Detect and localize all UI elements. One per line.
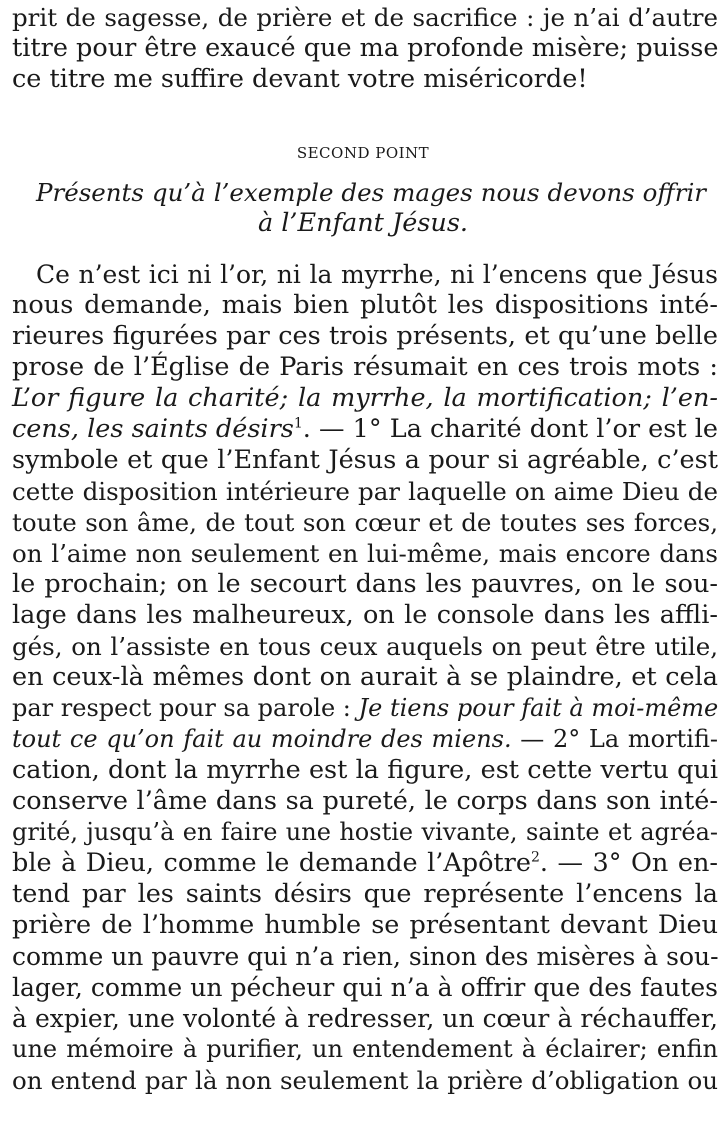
body-line-8: cette disposition intérieure par laquelle on aime Dieu de: [12, 477, 718, 506]
subtitle-line-2: à l’Enfant Jésus.: [257, 208, 469, 238]
body-line-10: on l’aime non seulement en lui-même, mais encore dans: [12, 539, 718, 568]
body-line-20-start: ble à Dieu, comme le demande l’Apôtre: [12, 848, 531, 878]
body-line-17: cation, dont la myrrhe est la figure, est cette vertu qui: [12, 755, 718, 785]
body-line-14: en ceux-là mêmes dont on aurait à se plaindre, et cela: [12, 662, 718, 692]
body-line-6-rest: . — 1° La charité dont l’or est le: [302, 414, 718, 444]
body-line-20-rest: . — 3° On en-: [539, 848, 718, 878]
intro-line-2: titre pour être exaucé que ma profonde misère; puisse: [12, 33, 719, 63]
body-line-25: à expier, une volonté à redresser, un cœur à réchauffer,: [12, 1004, 718, 1033]
body-line-24: lager, comme un pécheur qui n’a à offrir que des fautes: [12, 973, 718, 1002]
body-line-6: [12, 414, 718, 445]
section-heading: SECOND POINT: [296, 144, 430, 162]
body-line-16: [12, 724, 718, 755]
body-line-12: lage dans les malheureux, on le console dans les affli-: [12, 600, 718, 630]
body-line-18: conserve l’âme dans sa pureté, le corps dans son inté-: [12, 786, 718, 816]
body-line-26: une mémoire à purifier, un entendement à éclairer; enfin: [12, 1035, 718, 1063]
body-line-4: prose de l’Église de Paris résumait en ces trois mots :: [12, 352, 718, 382]
body-line-2: nous demande, mais bien plutôt les dispositions inté-: [12, 290, 718, 320]
body-line-20: [12, 848, 718, 879]
subtitle-line-1: Présents qu’à l’exemple des mages nous devons offrir: [36, 178, 706, 207]
footnote-marker-1: 1: [293, 415, 303, 432]
quote-text: tout ce qu’on fait au moindre des miens.: [12, 725, 512, 753]
body-line-1: Ce n’est ici ni l’or, ni la myrrhe, ni l’encens que Jésus: [36, 260, 718, 289]
body-line-11: le prochain; on le secourt dans les pauvres, on le sou-: [12, 569, 718, 599]
body-line-9: toute son âme, de tout son cœur et de toutes ses forces,: [12, 508, 718, 537]
body-line-13: gés, on l’assiste en tous ceux auquels on peut être utile,: [12, 632, 718, 661]
intro-line-3: ce titre me suffire devant votre miséricorde!: [12, 64, 588, 94]
body-line-5: L’or figure la charité; la myrrhe, la mortification; l’en-: [12, 383, 718, 413]
body-line-27: on entend par là non seulement la prière d’obligation ou: [12, 1066, 718, 1095]
body-line-21: tend par les saints désirs que représente l’encens la: [12, 879, 718, 909]
body-line-23: comme un pauvre qui n’a rien, sinon des misères à sou-: [12, 942, 719, 971]
body-line-16-rest: — 2° La mortifi-: [511, 725, 718, 753]
body-line-15-start: par respect pour sa parole :: [12, 694, 359, 722]
intro-line-1: prit de sagesse, de prière et de sacrifice : je n’ai d’autre: [12, 3, 718, 32]
body-line-15: [12, 693, 718, 724]
body-line-19: grité, jusqu’à en faire une hostie vivante, sainte et agréa-: [12, 818, 718, 846]
quote-text: Je tiens pour fait à moi-même: [358, 694, 719, 722]
footnote-marker-2: 2: [530, 849, 540, 866]
quote-text: cens, les saints désirs: [12, 414, 294, 444]
body-line-22: prière de l’homme humble se présentant devant Dieu: [12, 910, 718, 940]
body-line-7: symbole et que l’Enfant Jésus a pour si agréable, c’est: [12, 445, 718, 475]
body-line-3: rieures figurées par ces trois présents, et qu’une belle: [12, 321, 718, 351]
